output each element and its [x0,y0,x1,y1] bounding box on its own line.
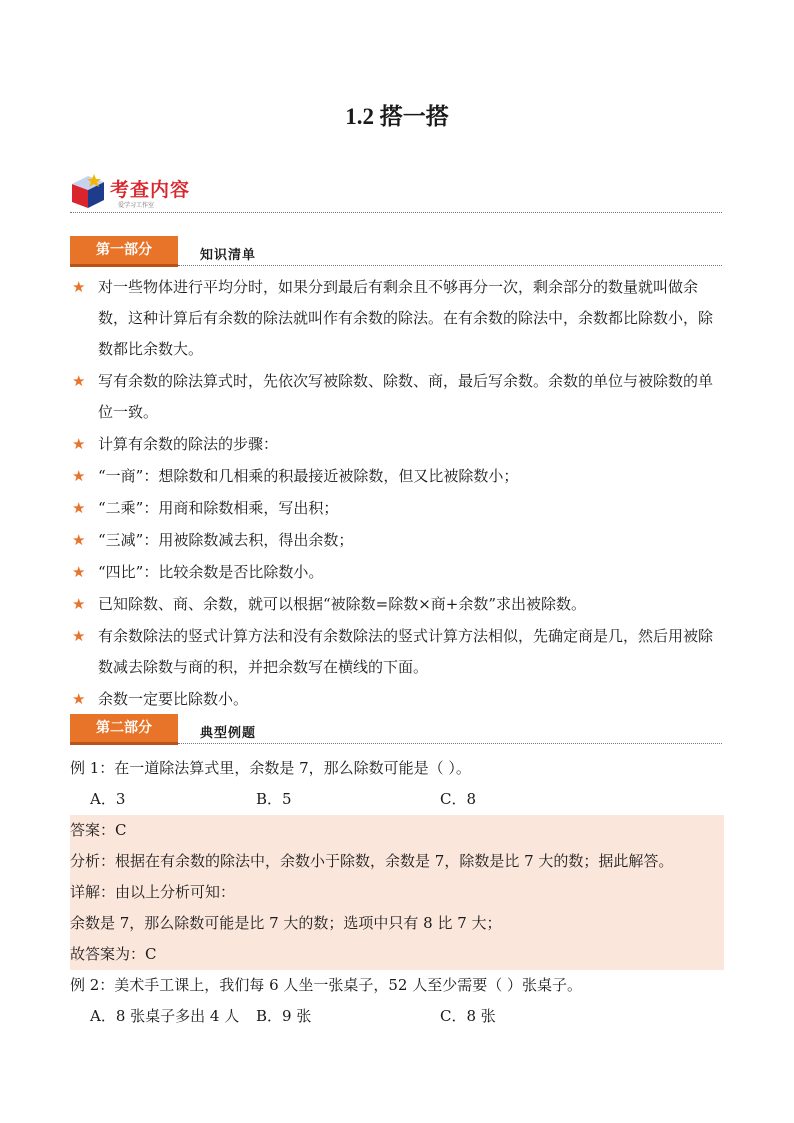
section-name: 典型例题 [200,726,257,741]
knowledge-list [72,272,724,716]
option-c: C．8 张 [440,1007,496,1025]
option-c: C．8 [440,790,477,808]
star-icon: ★ [72,531,86,549]
knowledge-item: ★ “一商”：想除数和几相乘的积最接近被除数，但又比被除数小； [72,461,724,492]
knowledge-item: ★ 已知除数、商、余数，就可以根据“被除数=除数×商+余数”求出被除数。 [72,589,724,620]
example-2-question: 例 2：美术手工课上，我们每 6 人坐一张桌子，52 人至少需要（ ）张桌子。 [70,976,583,994]
section-header-knowledge [70,236,722,268]
answer: 答案：C [70,821,127,839]
section-logo [70,170,210,214]
knowledge-item: ★ 对一些物体进行平均分时，如果分到最后有剩余且不够再分一次，剩余部分的数量就叫做余数，这种计算后有余数的除法就叫作有余数的除法。在有余数的除法中，余数都比除数小，除数都比余数大。 [72,272,724,365]
star-icon: ★ [72,435,86,453]
star-icon: ★ [72,499,86,517]
book-icon [70,170,108,210]
logo-text: 考查内容 [110,179,191,201]
header-divider [70,212,722,213]
detail: 详解：由以上分析可知： [70,883,236,901]
star-icon: ★ [72,467,86,485]
final-answer: 故答案为：C [70,945,157,963]
option-a: A．8 张桌子多出 4 人 [90,1007,240,1025]
star-icon: ★ [72,563,86,581]
section-tab: 第二部分 [70,714,178,745]
examples [70,753,724,1032]
section-header-examples [70,714,722,746]
detail-2: 余数是 7，那么除数可能是比 7 大的数；选项中只有 8 比 7 大； [70,914,502,932]
star-icon: ★ [72,372,86,390]
analysis: 分析：根据在有余数的除法中，余数小于除数，余数是 7，除数是比 7 大的数；据此解答。 [70,852,674,870]
knowledge-item: ★ “四比”：比较余数是否比除数小。 [72,557,724,588]
example-2-options [70,1001,724,1032]
section-divider [178,265,722,266]
section-divider [178,743,722,744]
star-icon: ★ [72,595,86,613]
knowledge-item: ★ 余数一定要比除数小。 [72,684,724,715]
knowledge-item: ★ 计算有余数的除法的步骤： [72,429,724,460]
example-1-question: 例 1：在一道除法算式里，余数是 7，那么除数可能是（ ）。 [70,759,471,777]
logo-subtext: 爱学习工作室 [118,202,155,209]
section-name: 知识清单 [200,248,257,263]
star-icon: ★ [72,627,86,645]
section-tab: 第一部分 [70,236,178,267]
page-title: 1.2 搭一搭 [345,104,449,129]
star-icon: ★ [72,690,86,708]
knowledge-item: ★ 写有余数的除法算式时，先依次写被除数、除数、商，最后写余数。余数的单位与被除数的单位一致。 [72,366,724,428]
option-b: B．9 张 [256,1007,312,1025]
answer-box [70,815,724,970]
star-icon: ★ [72,278,86,296]
knowledge-item: ★ 有余数除法的竖式计算方法和没有余数除法的竖式计算方法相似，先确定商是几，然后用被除数减去除数与商的积，并把余数写在横线的下面。 [72,621,724,683]
knowledge-item: ★ “二乘”：用商和除数相乘，写出积； [72,493,724,524]
option-b: B．5 [256,790,292,808]
option-a: A．3 [90,790,126,808]
example-1-options [70,784,724,815]
knowledge-item: ★ “三减”：用被除数减去积，得出余数； [72,525,724,556]
